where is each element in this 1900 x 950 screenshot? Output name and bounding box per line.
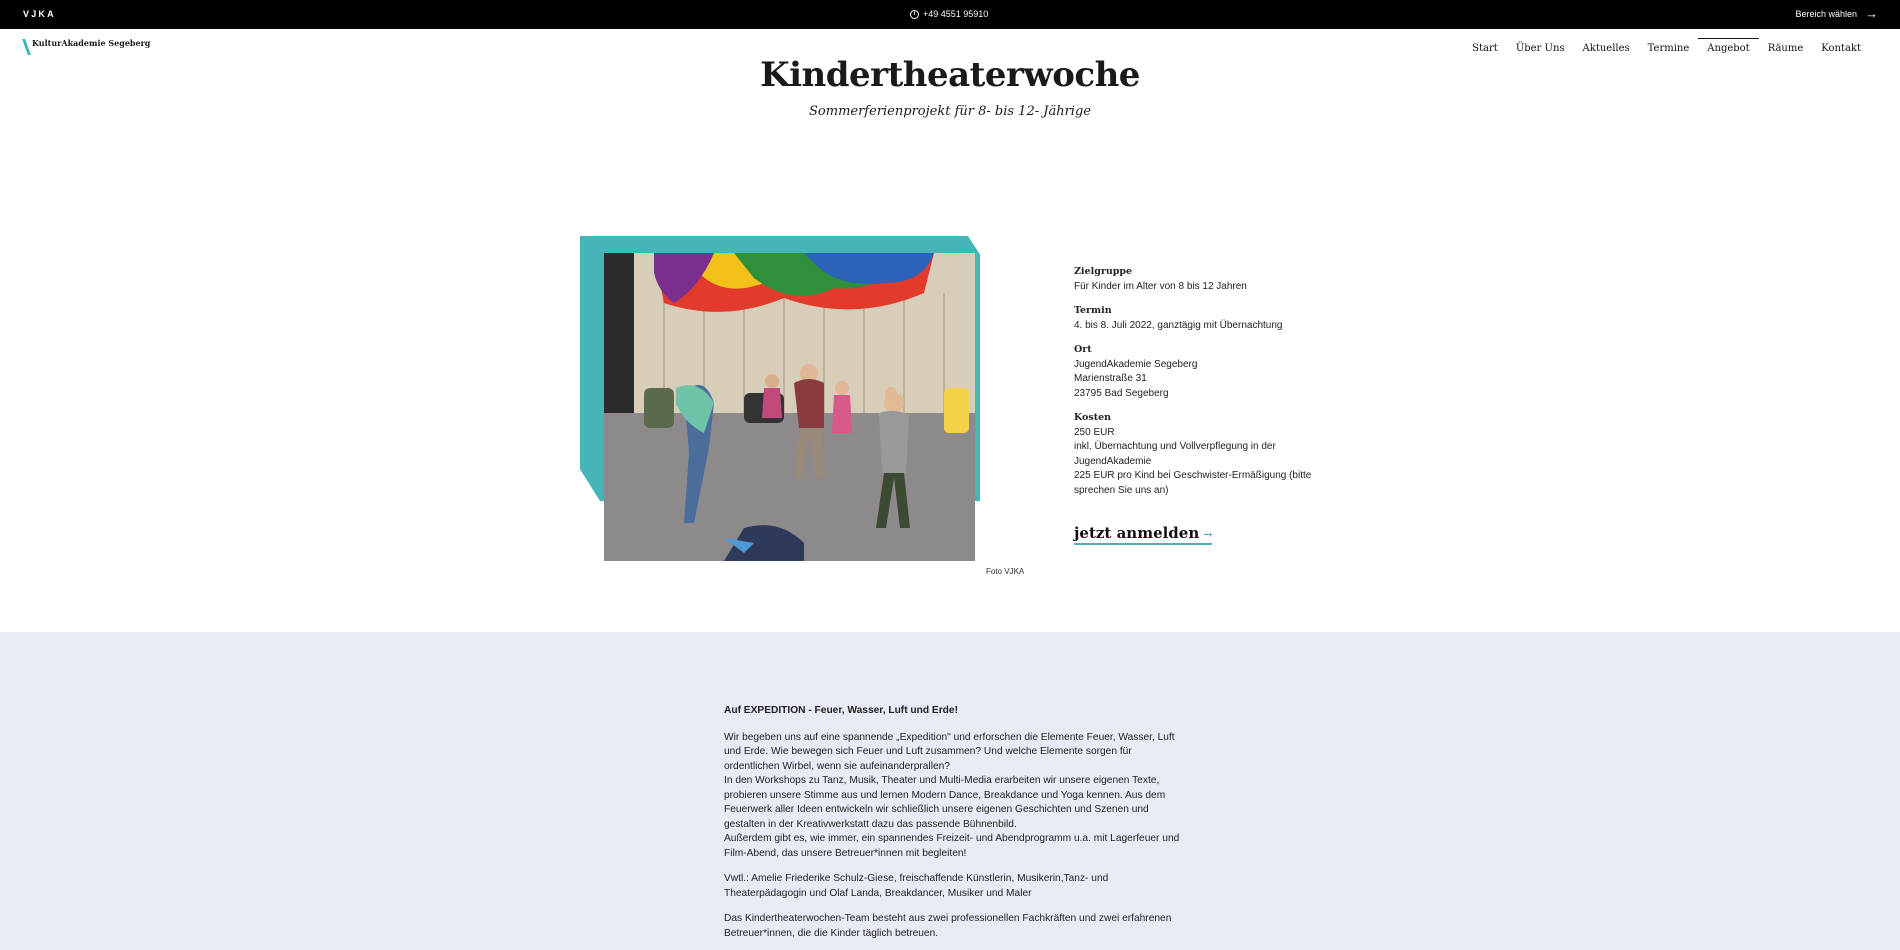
phone-link[interactable] (910, 9, 988, 19)
arrow-right-icon: → (1203, 528, 1213, 541)
ort-line: Marienstraße 31 (1074, 373, 1147, 384)
event-details (1074, 265, 1314, 498)
kosten-line: inkl. Übernachtung und Vollverpflegung in der JugendAkademie (1074, 441, 1276, 467)
description-paragraph-3: Außerdem gibt es, wie immer, ein spannendes Freizeit- und Abendprogramm u.a. mit Lagerfeuer und Film-Abend, das unsere Betreuer*innen mit begleiten! (724, 833, 1180, 859)
page-title: Kindertheaterwoche (760, 55, 1140, 95)
kosten-line: 225 EUR pro Kind bei Geschwister-Ermäßigung (bitte sprechen Sie uns an) (1074, 470, 1312, 496)
team-paragraph: Vwtl.: Amelie Friederike Schulz-Giese, freischaffende Künstlerin, Musikerin,Tanz- und Theaterpädagogin und Olaf Landa, Breakdancer, Musiker und Maler (724, 873, 1109, 899)
ort-label: Ort (1074, 344, 1092, 355)
brand-label[interactable]: VJKA (23, 9, 56, 19)
nav-item-angebot[interactable]: Angebot (1698, 39, 1758, 58)
kosten-label: Kosten (1074, 412, 1112, 423)
nav-item-termine[interactable]: Termine (1647, 43, 1690, 54)
termin-value: 4. bis 8. Juli 2022, ganztägig mit Übernachtung (1074, 319, 1283, 331)
area-select-label: Bereich wählen (1795, 8, 1857, 19)
nav-item-ueber-uns[interactable]: Über Uns (1515, 43, 1565, 54)
team2-paragraph: Das Kindertheaterwochen-Team besteht aus zwei professionellen Fachkräften und zwei erfahrenen Betreuer*innen, die die Kinder täglich betreuen. (724, 913, 1172, 939)
description-paragraph (724, 731, 1184, 862)
logo-mark-icon (22, 39, 31, 55)
description-paragraph-1: Wir begeben uns auf eine spannende „Expedition" und erforschen die Elemente Feuer, Wasser, Luft und Erde. Wie bewegen sich Feuer und Luft zusammen? Und welche Elemente sorgen für ordentlichen Wirbel, wenn sie aufeinanderprallen? (724, 731, 1175, 772)
zielgruppe-label: Zielgruppe (1074, 266, 1133, 277)
register-link[interactable] (1074, 524, 1212, 545)
description-heading: Auf EXPEDITION - Feuer, Wasser, Luft und Erde! (724, 705, 958, 716)
nav-item-kontakt[interactable]: Kontakt (1821, 43, 1861, 54)
area-select-button[interactable] (1795, 8, 1878, 19)
ort-line: JugendAkademie Segeberg (1074, 358, 1198, 370)
description-paragraph-2: In den Workshops zu Tanz, Musik, Theater und Multi-Media erarbeiten wir unsere eigenen Texte, probieren unsere Stimme aus und lernen Modern Dance, Breakdance und Yoga kennen. Aus dem Feuerwerk aller Ideen entwickeln wir schließlich unsere eigenen Geschichten und Szenen und gestalten in der Kreativwerkstatt dazu das passende Bühnenbild. (724, 775, 1166, 830)
termin-label: Termin (1074, 305, 1112, 316)
top-bar (0, 0, 1900, 29)
arrow-right-icon: → (1865, 6, 1878, 21)
nav-item-start[interactable]: Start (1472, 43, 1498, 54)
photo-credit: Foto VJKA (986, 567, 1025, 576)
zielgruppe-value: Für Kinder im Alter von 8 bis 12 Jahren (1074, 280, 1247, 292)
nav-item-raeume[interactable]: Räume (1767, 43, 1804, 54)
event-photo (604, 253, 975, 561)
register-label: jetzt anmelden (1074, 524, 1200, 542)
page-subtitle: Sommerferienprojekt für 8- bis 12- Jährige (809, 104, 1091, 119)
logo-text: KulturAkademie Segeberg (32, 38, 151, 48)
description-text (724, 704, 1184, 950)
ort-line: 23795 Bad Segeberg (1074, 387, 1169, 399)
nav-item-aktuelles[interactable]: Aktuelles (1582, 43, 1630, 54)
info-icon: i (910, 10, 919, 19)
phone-number: +49 4551 95910 (923, 9, 989, 19)
kosten-line: 250 EUR (1074, 426, 1115, 438)
site-logo[interactable] (25, 38, 150, 55)
